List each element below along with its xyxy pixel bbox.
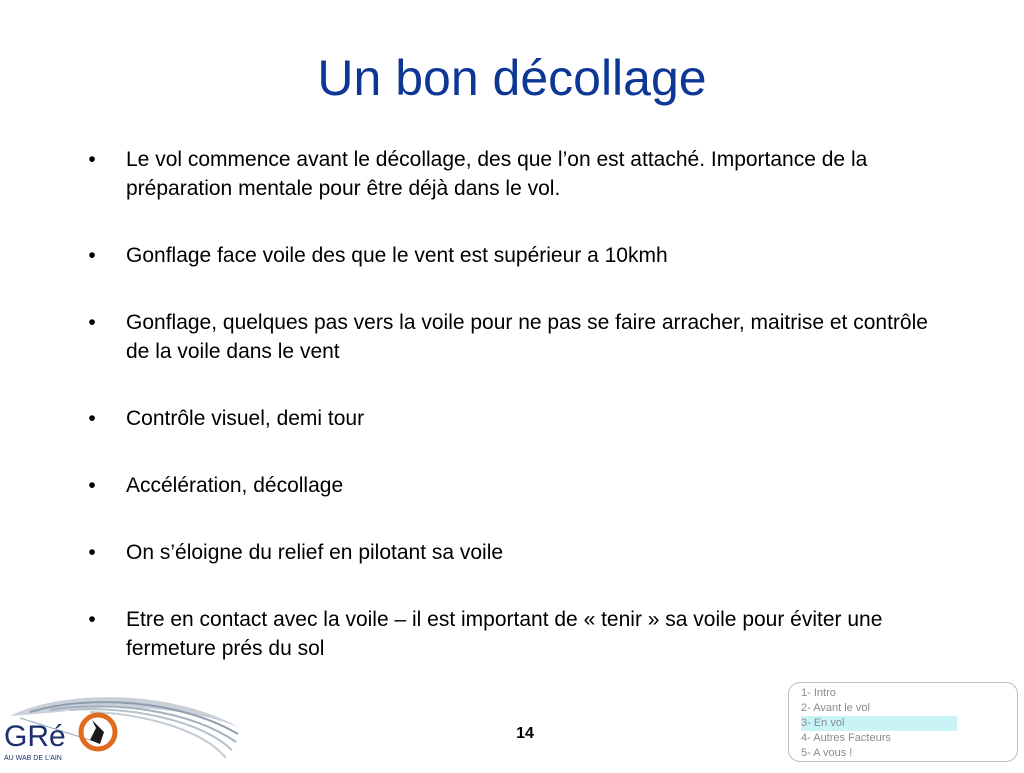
section-navigation <box>788 682 1018 762</box>
bullet-list <box>82 145 952 701</box>
bullet-item <box>82 471 952 500</box>
nav-item-avant-le-vol[interactable]: 2- Avant le vol <box>801 702 870 714</box>
bullet-dot-icon: • <box>88 311 96 334</box>
club-logo <box>0 688 250 768</box>
bullet-text: Contrôle visuel, demi tour <box>126 407 365 430</box>
logo-subtext: AU WAB DE L'AIN <box>4 755 62 762</box>
nav-item-a-vous[interactable]: 5- A vous ! <box>801 747 853 759</box>
bullet-dot-icon: • <box>88 608 96 631</box>
slide-title: Un bon décollage <box>317 50 707 106</box>
bullet-dot-icon: • <box>88 148 96 171</box>
paraglider-wing-logo-icon <box>0 688 250 768</box>
bullet-dot-icon: • <box>88 244 96 267</box>
bullet-item <box>82 241 952 270</box>
bullet-text: Accélération, décollage <box>126 474 344 497</box>
nav-item-en-vol[interactable]: 3- En vol <box>801 716 957 731</box>
bullet-dot-icon: • <box>88 474 96 497</box>
page-number: 14 <box>516 725 534 742</box>
bullet-item <box>82 538 952 567</box>
bullet-text: Gonflage, quelques pas vers la voile pour ne pas se faire arracher, maitrise et contrôle de la voile dans le vent <box>126 311 928 363</box>
bullet-item <box>82 605 952 663</box>
nav-item-intro[interactable]: 1- Intro <box>801 687 836 699</box>
logo-text: GRé <box>4 720 66 753</box>
bullet-text: Le vol commence avant le décollage, des que l’on est attaché. Importance de la préparation mentale pour être déjà dans le vol. <box>126 148 868 200</box>
bullet-item <box>82 145 952 203</box>
bullet-text: On s’éloigne du relief en pilotant sa voile <box>126 541 504 564</box>
nav-item-autres-facteurs[interactable]: 4- Autres Facteurs <box>801 732 891 744</box>
bullet-text: Etre en contact avec la voile – il est important de « tenir » sa voile pour éviter une fermeture prés du sol <box>126 608 883 660</box>
bullet-item <box>82 308 952 366</box>
bullet-text: Gonflage face voile des que le vent est supérieur a 10kmh <box>126 244 668 267</box>
bullet-item <box>82 404 952 433</box>
bullet-dot-icon: • <box>88 407 96 430</box>
bullet-dot-icon: • <box>88 541 96 564</box>
